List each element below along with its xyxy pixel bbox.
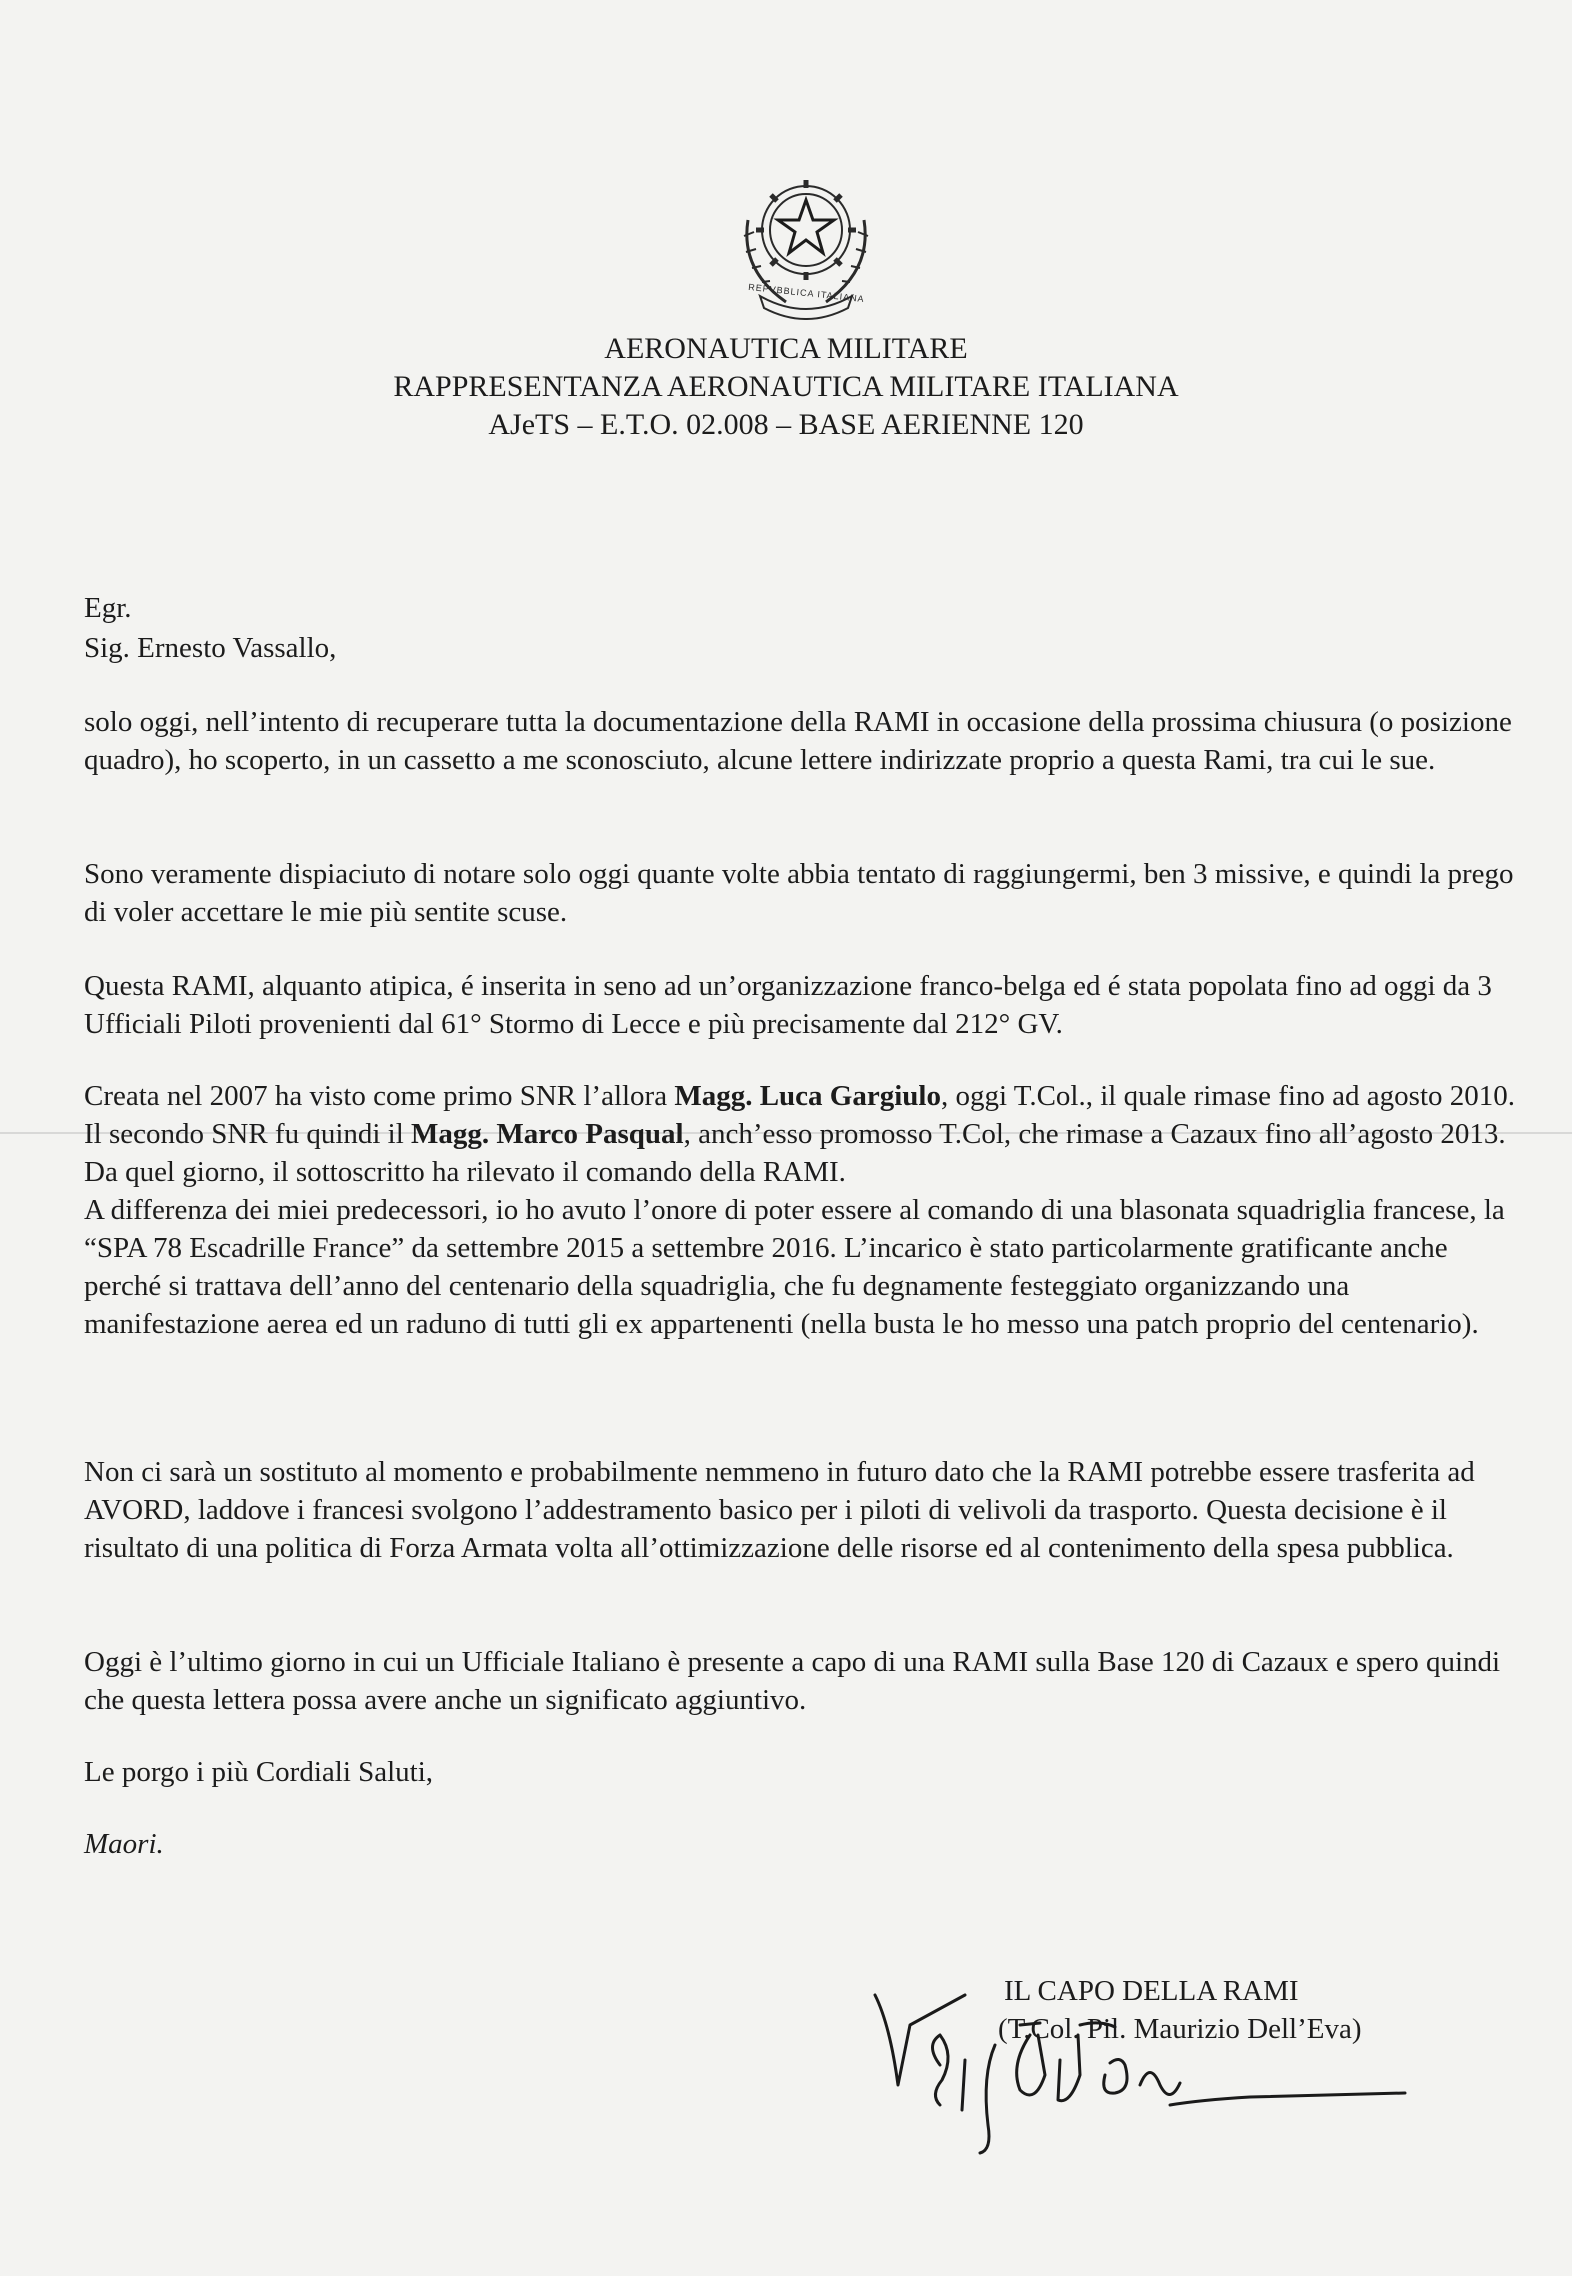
paragraph-3-text: Questa RAMI, alquanto atipica, é inserita in seno ad un’organizzazione franco-belga ed é stata popolata fino ad oggi da 3 Ufficiali Piloti provenienti dal 61° Stormo di Lecce e più precisamente dal 212° GV.: [84, 970, 1492, 1040]
salutation-line-2: Sig. Ernesto Vassallo,: [84, 632, 337, 664]
closing-greeting: Le porgo i più Cordiali Saluti,: [84, 1756, 434, 1788]
closing-short-sign: Maori.: [84, 1828, 164, 1860]
letterhead: [0, 330, 1572, 444]
signature-name: (T.Col. Pil. Maurizio Dell’Eva): [998, 2013, 1362, 2045]
paragraph-1: [84, 703, 1524, 779]
paragraph-8-text: Oggi è l’ultimo giorno in cui un Ufficiale Italiano è presente a capo di una RAMI sulla Base 120 di Cazaux e spero quindi che questa lettera possa avere anche un significato aggiuntivo.: [84, 1646, 1501, 1716]
paragraph-4: [84, 1077, 1524, 1343]
salutation: [84, 588, 336, 668]
signature-title: IL CAPO DELLA RAMI: [1004, 1975, 1299, 2007]
paragraph-7: [84, 1453, 1524, 1567]
paragraph-2-text: Sono veramente dispiaciuto di notare solo oggi quante volte abbia tentato di raggiungermi, ben 3 missive, e quindi la prego di voler accettare le mie più sentite scuse.: [84, 858, 1514, 928]
paragraph-4-text: [84, 1077, 1524, 1153]
paragraph-4-part-e: , anch’esso promosso T.Col, che rimase a Cazaux fino all’agosto 2013.: [683, 1118, 1506, 1150]
paragraph-7-text: Non ci sarà un sostituto al momento e probabilmente nemmeno in futuro dato che la RAMI potrebbe essere trasferita ad AVORD, laddove i francesi svolgono l’addestramento basico per i piloti di velivoli da trasporto. Questa decisione è il risultato di una politica di Forza Armata volta all’ottimizzazione delle risorse ed al contenimento della spesa pubblica.: [84, 1456, 1475, 1564]
letterhead-line-1: AERONAUTICA MILITARE: [604, 332, 968, 365]
emblem-motto: REPVBBLICA ITALIANA: [747, 281, 866, 305]
first-snr-name: Magg. Luca Gargiulo: [674, 1080, 941, 1112]
handwritten-signature: [870, 1965, 1410, 2155]
letterhead-line-2: RAPPRESENTANZA AERONAUTICA MILITARE ITALIANA: [393, 370, 1179, 403]
paragraph-1-text: solo oggi, nell’intento di recuperare tutta la documentazione della RAMI in occasione della prossima chiusura (o posizione quadro), ho scoperto, in un cassetto a me sconosciuto, alcune lettere indirizzate proprio a questa Rami, tra cui le sue.: [84, 706, 1512, 776]
paragraph-4-part-a: Creata nel 2007 ha visto come primo SNR l’allora: [84, 1080, 675, 1112]
paragraph-8: [84, 1643, 1524, 1719]
second-snr-name: Magg. Marco Pasqual: [411, 1118, 684, 1150]
paragraph-5-text: Da quel giorno, il sottoscritto ha rilevato il comando della RAMI.: [84, 1156, 846, 1188]
paragraph-3: [84, 967, 1524, 1043]
salutation-line-1: Egr.: [84, 592, 132, 624]
paragraph-4-part-c: , oggi T.Col., il quale rimase fino ad agosto 2010. Il secondo SNR fu quindi il: [84, 1080, 1515, 1150]
paragraph-2: [84, 855, 1524, 931]
paragraph-6-text: A differenza dei miei predecessori, io ho avuto l’onore di poter essere al comando di una blasonata squadriglia francese, la “SPA 78 Escadrille France” da settembre 2015 a settembre 2016. L’incarico è stato particolarmente gratificante anche perché si trattava dell’anno del centenario della squadriglia, che fu degnamente festeggiato organizzando una manifestazione aerea ed un raduno di tutti gli ex appartenenti (nella busta le ho messo una patch proprio del centenario).: [84, 1194, 1505, 1340]
letterhead-line-3: AJeTS – E.T.O. 02.008 – BASE AERIENNE 120: [488, 408, 1084, 441]
